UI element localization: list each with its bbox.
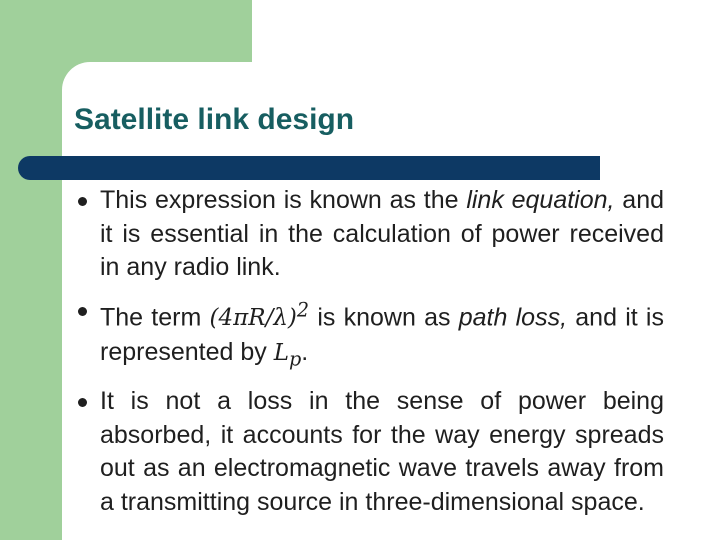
bullet-text: It is not a loss in the sense of power being absorbed, it accounts for the way energy spreads out as an electromagnetic wave travels away from a transmitting source in three-dimensional space. (100, 387, 664, 516)
bullet-dot-icon (78, 398, 87, 407)
path-loss-symbol (273, 340, 302, 371)
bullet-text: . (301, 338, 309, 367)
bullet-text: This expression is known as the (100, 186, 467, 214)
formula-exponent: 2 (296, 298, 310, 322)
path-loss-formula (209, 298, 310, 332)
bullet-item-energy-spread (78, 385, 664, 519)
bullet-dot-icon (78, 307, 87, 316)
bullet-list (78, 184, 664, 529)
symbol-base: L (273, 340, 289, 367)
background-accent-strip (0, 0, 62, 540)
symbol-subscript: p (289, 347, 302, 371)
bullet-text: and it is essential in the calculation of power received in any radio link. (100, 186, 664, 282)
emphasis-link-equation: link equation, (466, 186, 615, 214)
bullet-text: The term (100, 303, 210, 332)
bullet-text: and it is represented by (100, 303, 664, 367)
title-divider-bar (18, 156, 600, 180)
formula-base: (4πR/λ) (209, 305, 297, 332)
bullet-item-link-equation (78, 184, 664, 285)
slide-title: Satellite link design (74, 103, 355, 136)
emphasis-path-loss: path loss, (458, 303, 568, 332)
bullet-dot-icon (78, 197, 87, 206)
bullet-item-path-loss (78, 294, 664, 376)
bullet-text: is known as (309, 303, 459, 332)
